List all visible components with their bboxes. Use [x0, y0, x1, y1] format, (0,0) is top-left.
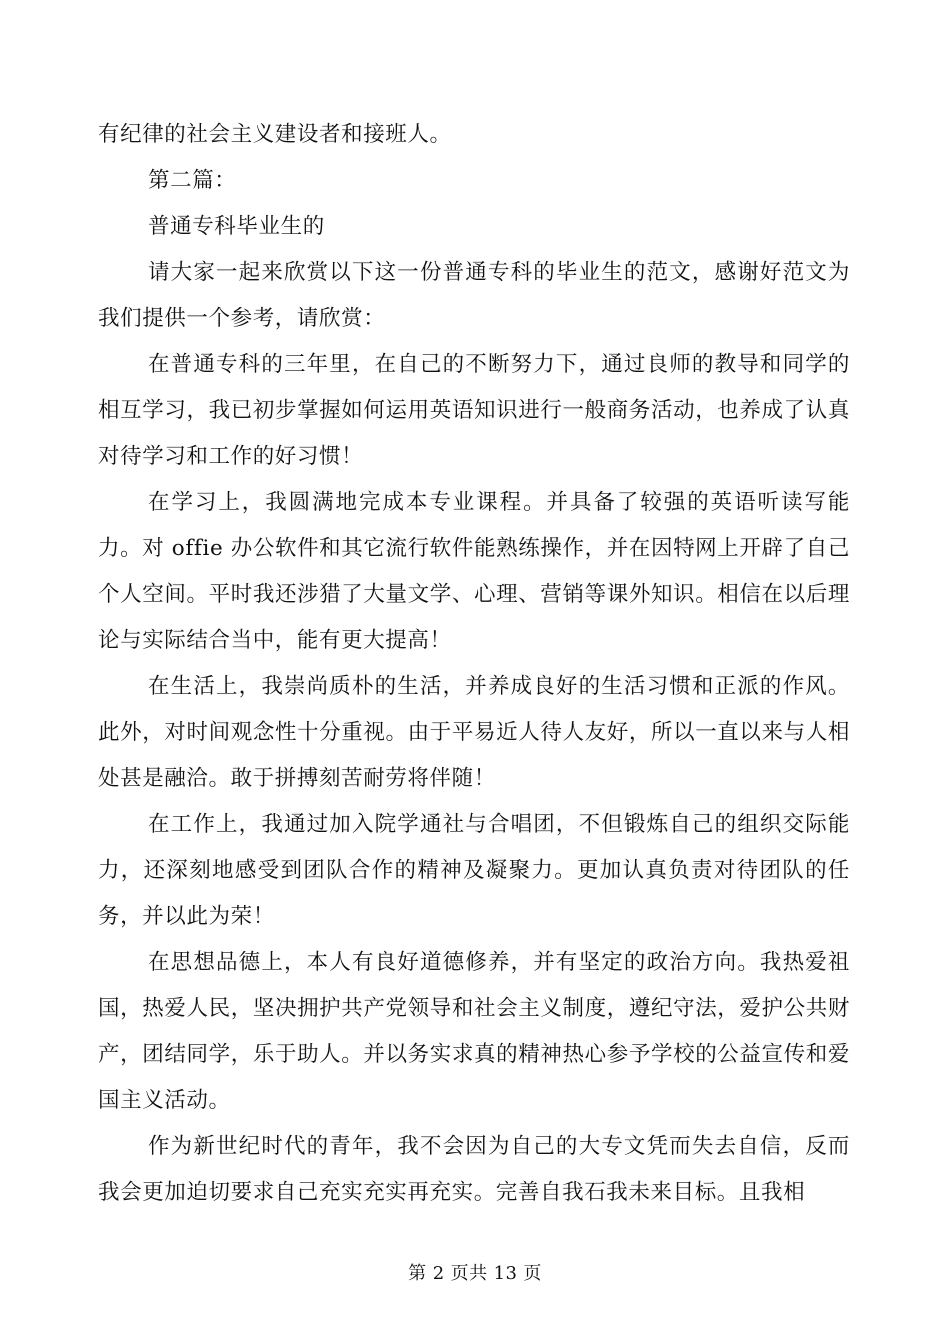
article-title: 普通专科毕业生的	[148, 214, 325, 239]
paragraph-work: 在工作上，我通过加入院学通社与合唱团，不但锻炼自己的组织交际能力，还深刻地感受到团队合作的精神及凝聚力。更加认真负责对待团队的任务，并以此为荣！	[98, 812, 850, 929]
document-body	[98, 112, 850, 1216]
paragraph-overview: 在普通专科的三年里，在自己的不断努力下，通过良师的教导和同学的相互学习，我已初步掌握如何运用英语知识进行一般商务活动，也养成了认真对待学习和工作的好习惯！	[98, 352, 850, 469]
paragraph-study: 在学习上，我圆满地完成本专业课程。并具备了较强的英语听读写能力。对 offie 办公软件和其它流行软件能熟练操作，并在因特网上开辟了自己个人空间。平时我还涉猎了大量文学、心理、营销等课外知识。相信在以后理论与实际结合当中，能有更大提高！	[98, 490, 850, 653]
paragraph-outlook: 作为新世纪时代的青年，我不会因为自己的大专文凭而失去自信，反而我会更加迫切要求自己充实充实再充实。完善自我石我未来目标。且我相	[98, 1134, 850, 1205]
paragraph-morality: 在思想品德上，本人有良好道德修养，并有坚定的政治方向。我热爱祖国，热爱人民，坚决拥护共产党领导和社会主义制度，遵纪守法，爱护公共财产，团结同学，乐于助人。并以务实求真的精神热心参予学校的公益宣传和爱国主义活动。	[98, 950, 850, 1113]
paragraph-continuation: 有纪律的社会主义建设者和接班人。	[98, 122, 452, 147]
page-number-footer: 第 2 页共 13 页	[408, 1263, 542, 1284]
paragraph-intro: 请大家一起来欣赏以下这一份普通专科的毕业生的范文，感谢好范文为我们提供一个参考，请欣赏：	[98, 260, 850, 331]
section-heading: 第二篇：	[148, 168, 237, 193]
paragraph-life: 在生活上，我崇尚质朴的生活，并养成良好的生活习惯和正派的作风。此外，对时间观念性十分重视。由于平易近人待人友好，所以一直以来与人相处甚是融洽。敢于拼搏刻苦耐劳将伴随！	[98, 674, 850, 791]
